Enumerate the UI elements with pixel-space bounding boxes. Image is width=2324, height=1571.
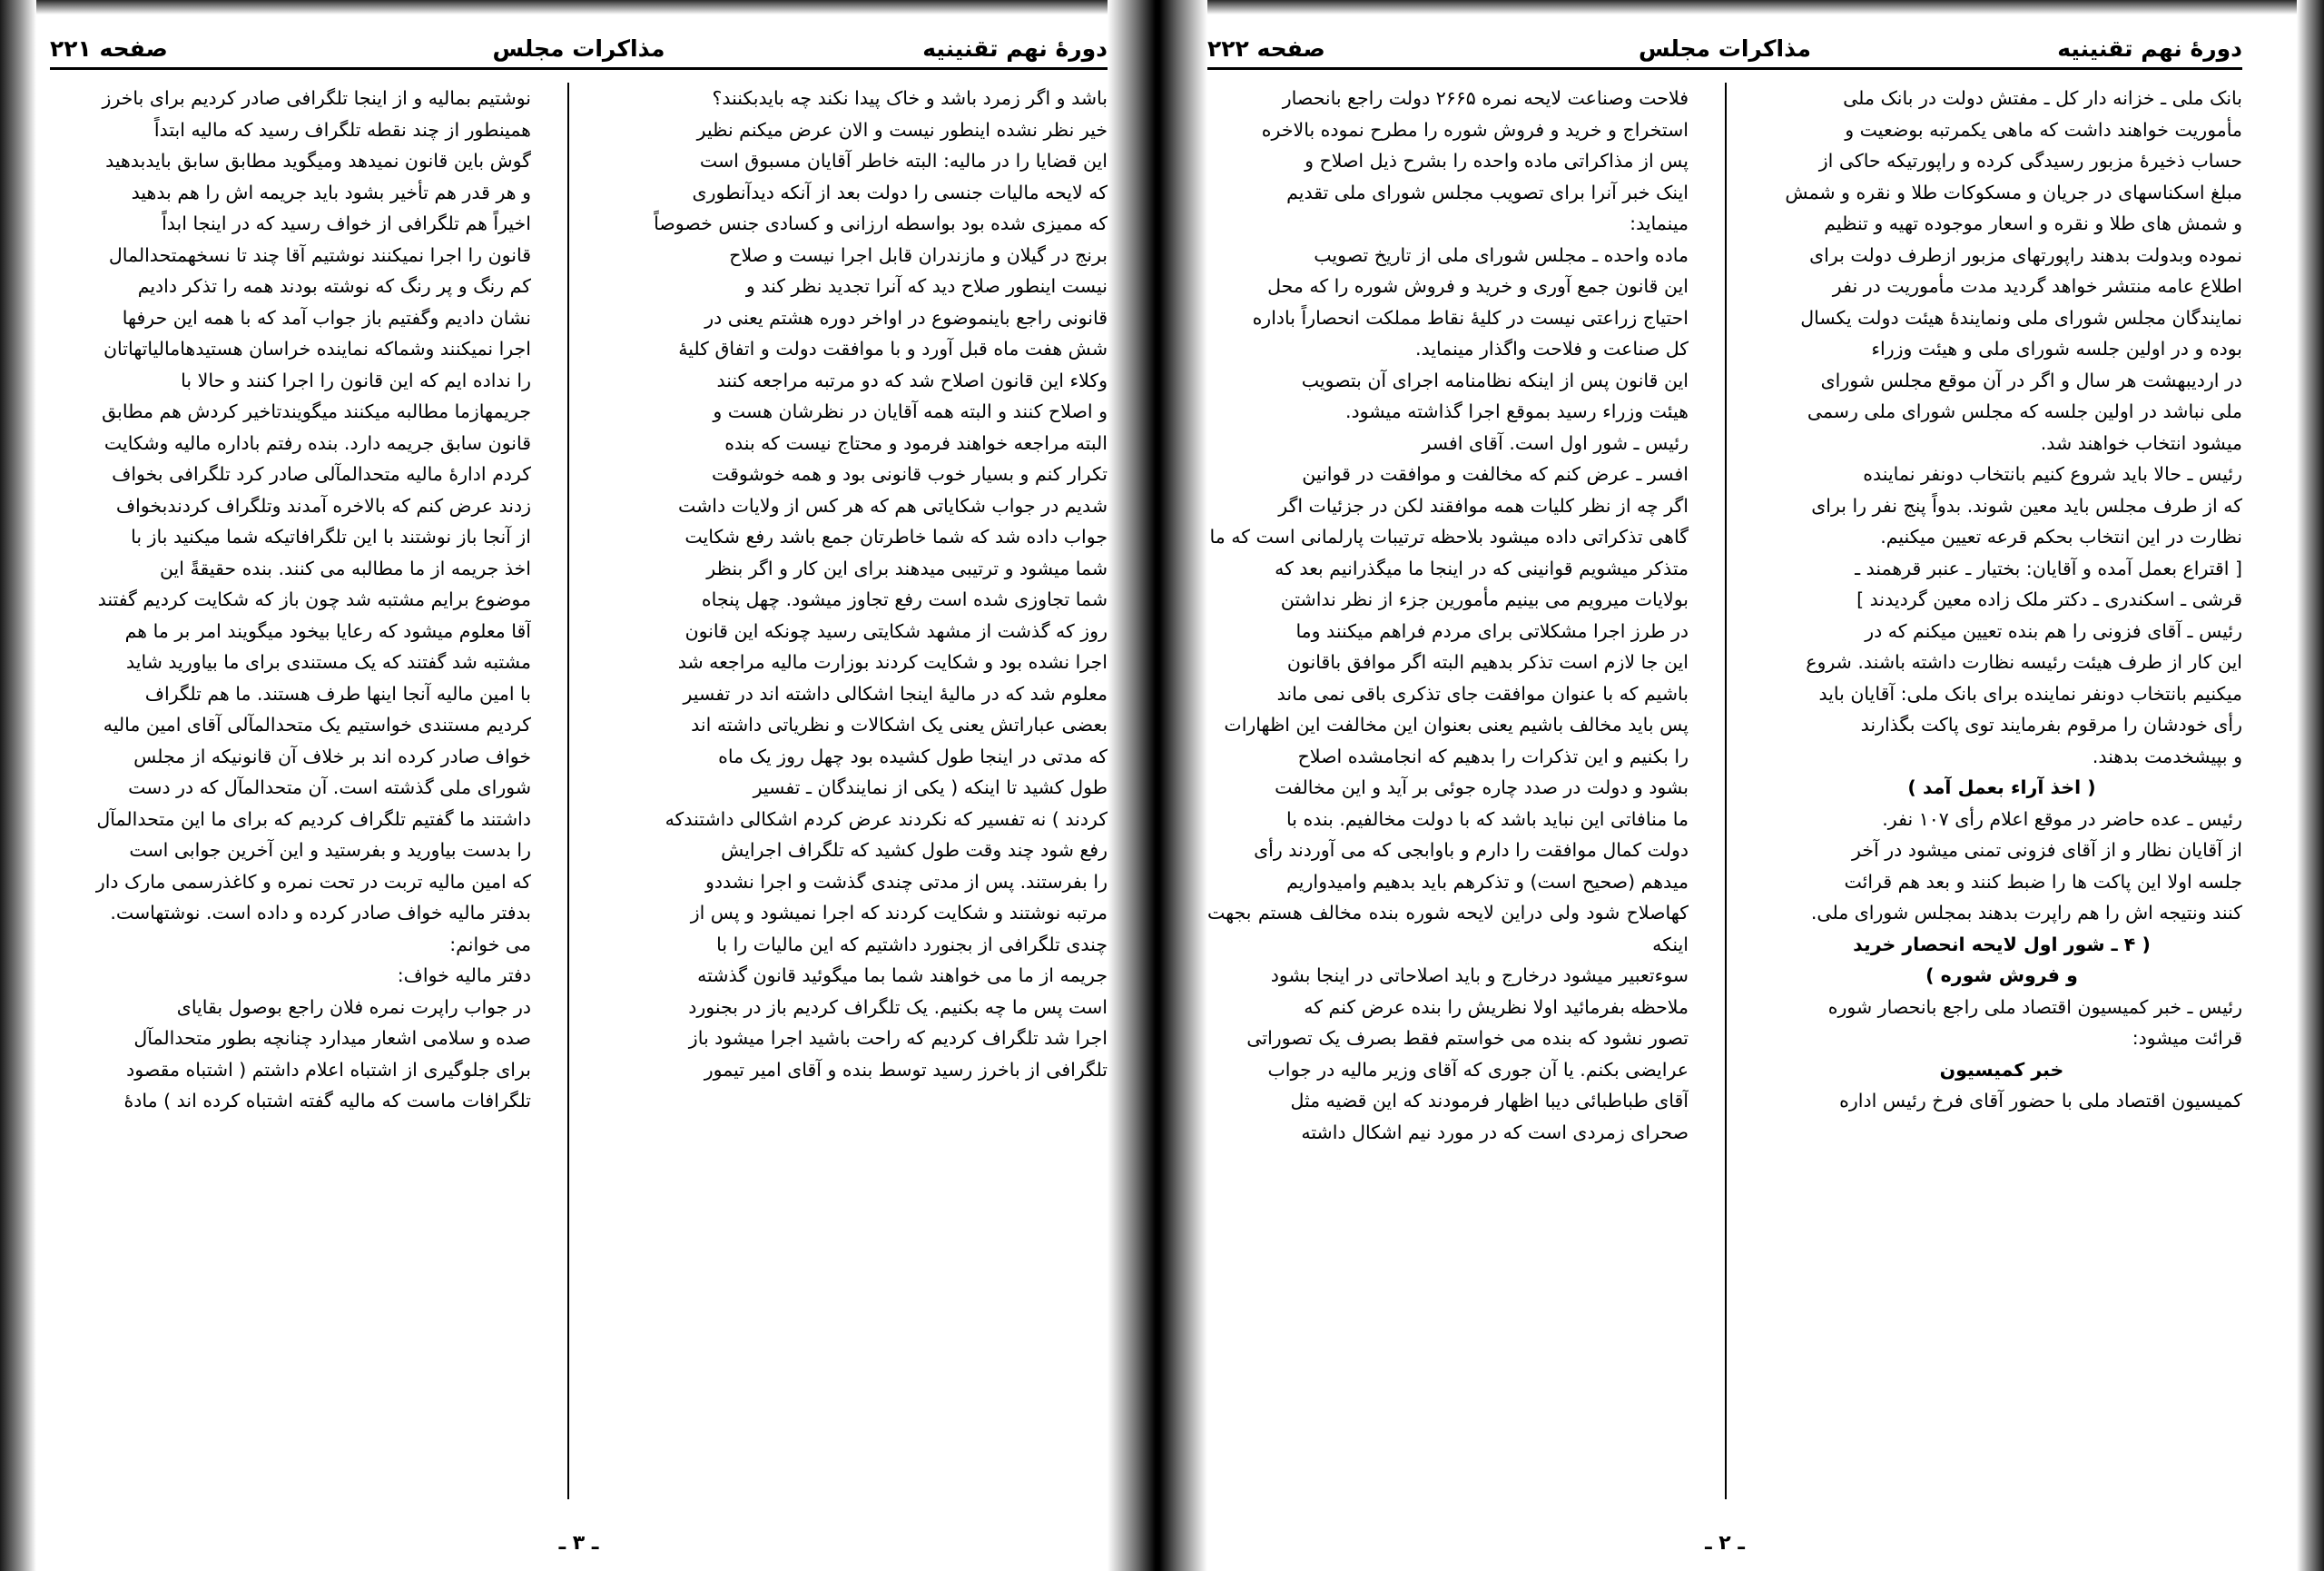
text-line: است پس ما چه بکنیم. یک تلگراف کردیم باز در بجنورد	[688, 995, 1108, 1018]
text-line: و فروش شوره )	[1925, 964, 2078, 986]
text-column-left	[1207, 83, 1689, 1499]
page-folio: ـ ۳ ـ	[558, 1532, 599, 1555]
text-line: قرشی ـ اسکندری ـ دکتر ملک زاده معین گردیدند ]	[1856, 588, 2242, 610]
text-line: چندی تلگرافی از بجنورد داشتیم که این مالیات را با	[716, 933, 1108, 955]
text-line: کهاصلاح شود ولی دراین لایحه شوره بنده مخالف هستم بجهت اینکه	[1207, 902, 1689, 955]
text-line: را بدست بیاورید و بفرستید و این آخرین جوابی است	[129, 839, 531, 861]
text-line: جریمهازما مطالبه میکنند میگویندتاخیر کردش هم مطابق	[102, 400, 531, 422]
text-line: جلسه اولا این پاکت ها را ضبط کنند و بعد هم قرائت	[1844, 870, 2242, 893]
text-line: خواف صادر کرده اند بر خلاف آن قانونیکه از مجلس	[133, 745, 531, 767]
header-page-number: صفحه ۲۲۲	[1207, 35, 1325, 62]
text-line: تلگرافات ماست که مالیه گفته اشتباه کرده اند ) مادهٔ	[123, 1090, 531, 1112]
text-line: ما منافاتی این نباید باشد که با دولت مخالفیم. بنده با	[1285, 807, 1689, 830]
text-columns	[50, 83, 1108, 1499]
text-line: وکلاء این قانون اصلاح شد که دو مرتبه مراجعه کنند	[716, 369, 1108, 391]
text-line: روز که گذشت از مشهد شکایتی رسید چونکه این قانون	[684, 619, 1108, 642]
text-line: میشود انتخاب خواهند شد.	[2040, 431, 2242, 454]
text-line: اگر چه از نظر کلیات همه موافقند لکن در جزئیات اگر	[1278, 494, 1689, 517]
header-title: مذاکرات مجلس	[1638, 35, 1812, 62]
text-line: طول کشید تا اینکه ( یکی از نمایندگان ـ تفسیر	[753, 776, 1108, 798]
text-line: پس از مذاکراتی ماده واحده را بشرح ذیل اصلاح و	[1305, 150, 1689, 172]
text-line: شورای ملی گذشته است. آن متحدالمآل که در دست	[128, 776, 531, 798]
header-issue: دورهٔ نهم تقنینیه	[2057, 35, 2242, 62]
text-line: پس باید مخالف باشیم یعنی بعنوان این مخالفت این اظهارات	[1224, 714, 1689, 736]
column-divider	[1725, 83, 1727, 1499]
text-line: احتیاج زراعتی نیست در کلیهٔ نقاط مملکت انحصاراً باداره	[1252, 306, 1689, 329]
book-right-edge	[2297, 0, 2324, 1571]
text-line: جواب داده شد که شما خاطرتان جمع باشد رفع شکایت	[684, 526, 1108, 548]
text-line: از آقایان نظار و از آقای فزونی تمنی میشود در آخر	[1852, 839, 2242, 861]
book-spine	[1108, 0, 1207, 1571]
page-folio: ـ ۲ ـ	[1705, 1532, 1745, 1555]
text-line: که از طرف مجلس باید معین شوند. بدواً پنج نفر را برای	[1811, 494, 2242, 517]
text-line: کردند ) نه تفسیر که نکردند عرض کردم اشکالی داشتندکه	[665, 807, 1108, 830]
text-line: دفتر مالیه خواف:	[397, 964, 531, 986]
text-line: و بپیشخدمت بدهند.	[2092, 745, 2242, 767]
text-line: برای جلوگیری از اشتباه اعلام داشتم ( اشتباه مقصود	[126, 1058, 531, 1081]
text-line: موضوع برایم مشتبه شد چون باز که شکایت کردیم گفتند	[97, 588, 531, 610]
text-line: مبلغ اسکناسهای در جریان و مسکوکات طلا و نقره و شمش	[1785, 181, 2242, 203]
text-line: بانک ملی ـ خزانه دار کل ـ مفتش دولت در بانک ملی	[1843, 87, 2242, 109]
text-line: مینماید:	[1630, 212, 1689, 234]
text-column-left	[50, 83, 531, 1499]
left-page	[50, 16, 1108, 1560]
text-line: شش هفت ماه قبل آورد و با موافقت دولت و اتفاق کلیهٔ	[678, 338, 1108, 360]
text-line: گوش باین قانون نمیدهد ومیگوید مطابق سابق بایدبدهید	[105, 150, 531, 172]
text-line: ( اخذ آراء بعمل آمد )	[1907, 776, 2096, 798]
text-line: فلاحت وصناعت لایحه نمره ۲۶۶۵ دولت راجع بانحصار	[1282, 87, 1689, 109]
text-column-right	[1761, 83, 2242, 1499]
text-line: بولایات میرویم می بینیم مأمورین جزء از نظر نداشتن	[1280, 588, 1689, 610]
text-line: که لایحه مالیات جنسی را دولت بعد از آنکه دیدآنطوری	[692, 181, 1108, 203]
text-line: این قانون جمع آوری و خرید و فروش شوره را که محل	[1267, 275, 1689, 297]
text-line: مأموریت خواهند داشت که ماهی یکمرتبه بوضعیت و	[1845, 118, 2242, 141]
text-line: همینطور از چند نقطه تلگراف رسید که مالیه ابتداً	[153, 118, 531, 141]
text-line: در طرز اجرا مشکلاتی برای مردم فراهم میکنند وما	[1295, 619, 1689, 642]
text-line: اینک خبر آنرا برای تصویب مجلس شورای ملی تقدیم	[1286, 181, 1689, 203]
text-line: و هر قدر هم تأخیر بشود باید جریمه اش را هم بدهید	[131, 181, 531, 203]
text-line: صحرای زمردی است که در مورد نیم اشکال داشته	[1301, 1121, 1689, 1143]
text-line: ( ۴ ـ شور اول لایحه انحصار خرید	[1853, 933, 2151, 955]
text-line: رئیس ـ آقای فزونی را هم بنده تعیین میکنم که در	[1865, 619, 2242, 642]
text-line: نموده وبدولت بدهند راپورتهای مزبور ازطرف دولت برای	[1809, 243, 2242, 266]
text-line: نظارت در این انتخاب بحکم قرعه تعیین میکنیم.	[1880, 526, 2242, 548]
text-line: بوده و در اولین جلسه شورای ملی و هیئت وزراء	[1871, 338, 2242, 360]
text-line: را نداده ایم که این قانون را اجرا کنند و حالا با	[181, 369, 531, 391]
header-title: مذاکرات مجلس	[492, 35, 665, 62]
text-line: تصور نشود که بنده می خواستم فقط بصرف یک تصوراتی	[1246, 1027, 1689, 1049]
text-line: قرائت میشود:	[2132, 1027, 2242, 1049]
text-line: کنند ونتیجه اش را هم راپرت بدهند بمجلس شورای ملی.	[1810, 902, 2242, 924]
page-header	[1207, 16, 2242, 70]
text-line: این قضایا را در مالیه: البته خاطر آقایان مسبوق است	[699, 150, 1108, 172]
text-columns	[1207, 83, 2242, 1499]
text-line: بشود و دولت در صدد چاره جوئی بر آید و این مخالفت	[1275, 776, 1689, 798]
text-line: رئیس ـ خبر کمیسیون اقتصاد ملی راجع بانحصار شوره	[1827, 995, 2242, 1018]
text-line: قانون سابق جریمه دارد. بنده رفتم باداره مالیه وشکایت	[103, 431, 531, 454]
text-line: ملاحظه بفرمائید اولا نظریش را بنده عرض کنم که	[1304, 995, 1689, 1018]
text-line: اجرا شد تلگراف کردیم که راحت باشید اجرا میشود باز	[688, 1027, 1108, 1049]
text-line: می خوانم:	[449, 933, 531, 955]
text-line: [ اقتراع بعمل آمده و آقایان: بختیار ـ عنبر قرهمند ـ	[1855, 557, 2242, 579]
text-line: صده و سلامی اشعار میدارد چنانچه بطور متحدالمآل	[133, 1027, 531, 1049]
text-line: کردیم مستندی خواستیم یک متحدالمآلی آقای امین مالیه	[103, 714, 531, 736]
text-line: تلگرافی از باخرز رسید توسط بنده و آقای امیر تیمور	[704, 1058, 1108, 1081]
text-line: که مدتی در اینجا طول کشیده بود چهل روز یک ماه	[718, 745, 1108, 767]
text-line: شما میشود و ترتیبی میدهند برای این کار و اگر بنظر	[706, 557, 1108, 579]
text-line: رأی خودشان را مرقوم بفرمایند توی پاکت بگذارند	[1860, 714, 2242, 736]
text-line: در جواب راپرت نمره فلان راجع بوصول بقایای	[176, 995, 531, 1018]
text-line: با امین مالیه آنجا اینها طرف هستند. ما هم تلگراف	[144, 682, 531, 705]
text-line: اجرا نشده بود و شکایت کردند بوزارت مالیه مراجعه شد	[677, 651, 1108, 673]
text-line: کم رنگ و پر رنگ که نوشته بودند همه را تذکر دادیم	[137, 275, 531, 297]
text-line: اطلاع عامه منتشر خواهد گردید مدت مأموریت در نفر	[1832, 275, 2242, 297]
text-line: داشتند ما گفتیم تلگراف کردیم که برای ما این متحدالمآل	[96, 807, 531, 830]
text-line: مشتبه شد گفتند که یک مستندی برای ما بیاورید شاید	[125, 651, 531, 673]
text-line: رئیس ـ حالا باید شروع کنیم بانتخاب دونفر نماینده	[1863, 463, 2242, 485]
text-line: که امین مالیه تربت در تحت نمره و کاغذرسمی مارک دار	[95, 870, 531, 893]
column-divider	[567, 83, 569, 1499]
text-line: اخذ جریمه از ما مطالبه می کنند. بنده حقیقةً این	[159, 557, 531, 579]
text-line: کمیسیون اقتصاد ملی با حضور آقای فرخ رئیس اداره	[1839, 1090, 2242, 1112]
text-line: که ممیزی شده بود بواسطه ارزانی و کسادی جنس خصوصاً	[654, 212, 1108, 234]
text-line: کردم ادارهٔ مالیه متحدالمآلی صادر کرد تلگرافی بخواف	[112, 463, 531, 485]
text-column-right	[626, 83, 1108, 1499]
text-line: میدهم (صحیح است) و تذکرهم باید بدهیم وامیدواریم	[1286, 870, 1689, 893]
text-line: افسر ـ عرض کنم که مخالفت و موافقت در قوانین	[1302, 463, 1689, 485]
text-line: ملی نباشد در اولین جلسه که مجلس شورای ملی رسمی	[1807, 400, 2242, 422]
text-line: از آنجا باز نوشتند با این تلگرافاتیکه شما میکنید باز با	[131, 526, 531, 548]
header-page-number: صفحه ۲۲۱	[50, 35, 168, 62]
text-line: عرایضی بکنم. یا آن جوری که آقای وزیر مالیه در جواب	[1267, 1058, 1689, 1081]
text-line: خیر نظر نشده اینطور نیست و الان عرض میکنم نظیر	[696, 118, 1108, 141]
text-line: آقا معلوم میشود که رعایا بیخود میگویند امر بر ما هم	[124, 619, 531, 642]
text-line: هیئت وزراء رسید بموقع اجرا گذاشته میشود.	[1345, 400, 1689, 422]
text-line: مرتبه نوشتند و شکایت کردند که اجرا نمیشود و پس از	[690, 902, 1108, 924]
text-line: اجرا نمیکنند وشماکه نماینده خراسان هستیدهامالیاتهاتان	[103, 338, 531, 360]
text-line: جریمه از ما می خواهند شما بما میگوئید قانون گذشته	[697, 964, 1108, 986]
header-issue: دورهٔ نهم تقنینیه	[922, 35, 1108, 62]
text-line: این کار از طرف هیئت رئیسه نظارت داشته باشند. شروع	[1806, 651, 2242, 673]
text-line: شدیم در جواب شکایاتی هم که هر کس از ولایات داشت	[677, 494, 1108, 517]
text-line: آقای طباطبائی دیبا اظهار فرمودند که این قضیه مثل	[1290, 1090, 1689, 1112]
text-line: حساب ذخیرهٔ مزبور رسیدگی کرده و راپورتیکه حاکی از	[1818, 150, 2242, 172]
right-page	[1207, 16, 2242, 1560]
text-line: متذکر میشویم قوانینی که در اینجا ما میگذرانیم بعد که	[1275, 557, 1689, 579]
text-line: رئیس ـ شور اول است. آقای افسر	[1422, 431, 1689, 454]
text-line: اخیراً هم تلگرافی از خواف رسید که در اینجا ابداً	[162, 212, 531, 234]
text-line: میکنیم بانتخاب دونفر نماینده برای بانک ملی: آقایان باید	[1818, 682, 2242, 705]
text-line: را بکنیم و این تذکرات را بدهیم که انجامشده اصلاح	[1297, 745, 1689, 767]
text-line: شما تجاوزی شده است رفع تجاوز میشود. چهل پنجاه	[701, 588, 1108, 610]
page-header	[50, 16, 1108, 70]
text-line: رئیس ـ عده حاضر در موقع اعلام رأی ۱۰۷ نفر.	[1882, 807, 2242, 830]
text-line: در اردیبهشت هر سال و اگر در آن موقع مجلس شورای	[1820, 369, 2242, 391]
text-line: و اصلاح کنند و البته همه آقایان در نظرشان هست و	[713, 400, 1108, 422]
text-line: و شمش های طلا و نقره و اسعار موجوده تهیه و تنظیم	[1824, 212, 2242, 234]
text-line: خبر کمیسیون	[1939, 1058, 2064, 1081]
text-line: بدفتر مالیه خواف صادر کرده و داده است. نوشتهاست.	[110, 902, 531, 924]
text-line: نمایندگان مجلس شورای ملی ونمایندهٔ هیئت دولت یکسال	[1800, 306, 2242, 329]
text-line: قانونی راجع باینموضوع در اواخر دوره هشتم یعنی در	[704, 306, 1108, 329]
text-line: قانون را اجرا نمیکنند نوشتیم آقا چند تا نسخهمتحدالمال	[108, 243, 531, 266]
text-line: برنج در گیلان و مازندران قابل اجرا نیست و صلاح	[729, 243, 1108, 266]
text-line: بعضی عباراتش یعنی یک اشکالات و نظریاتی داشته اند	[691, 714, 1108, 736]
text-line: رفع شود چند وقت طول کشید که تلگراف اجرایش	[721, 839, 1108, 861]
text-line: زدند عرض کنم که بالاخره آمدند وتلگراف کردندبخواف	[115, 494, 531, 517]
text-line: تکرار کنم و بسیار خوب قانونی بود و همه خوشوقت	[711, 463, 1108, 485]
text-line: نوشتیم بمالیه و از اینجا تلگرافی صادر کردیم برای باخرز	[102, 87, 531, 109]
text-line: کل صناعت و فلاحت واگذار مینماید.	[1415, 338, 1689, 360]
text-line: باشد و اگر زمرد باشد و خاک پیدا نکند چه بایدبکنند؟	[712, 87, 1108, 109]
text-line: نشان دادیم وگفتیم باز جواب آمد که با همه این حرفها	[122, 306, 531, 329]
text-line: نیست اینطور صلاح دید که آنرا تجدید نظر کند و	[745, 275, 1108, 297]
text-line: این جا لازم است تذکر بدهیم البته اگر موافق باقانون	[1286, 651, 1689, 673]
text-line: معلوم شد که در مالیهٔ اینجا اشکالی داشته اند در تفسیر	[683, 682, 1108, 705]
text-line: سوءتعبیر میشود درخارج و باید اصلاحاتی در اینجا بشود	[1270, 964, 1689, 986]
text-line: گاهی تذکراتی داده میشود بلاحظه ترتیبات پارلمانی است که ما	[1209, 526, 1689, 548]
book-left-edge	[0, 0, 36, 1571]
text-line: البته مراجعه خواهند فرمود و محتاج نیست که بنده	[724, 431, 1108, 454]
text-line: دولت کمال موافقت را دارم و باوابجی که می آوردند رأی	[1254, 839, 1689, 861]
text-line: ماده واحده ـ مجلس شورای ملی از تاریخ تصویب	[1314, 243, 1689, 266]
text-line: استخراج و خرید و فروش شوره را مطرح نموده بالاخره	[1261, 118, 1689, 141]
text-line: این قانون پس از اینکه نظامنامه اجرای آن بتصویب	[1301, 369, 1689, 391]
text-line: را بفرستند. پس از مدتی چندی گذشت و اجرا نشددو	[705, 870, 1108, 893]
text-line: باشیم که با عنوان موافقت جای تذکری باقی نمی ماند	[1276, 682, 1689, 705]
